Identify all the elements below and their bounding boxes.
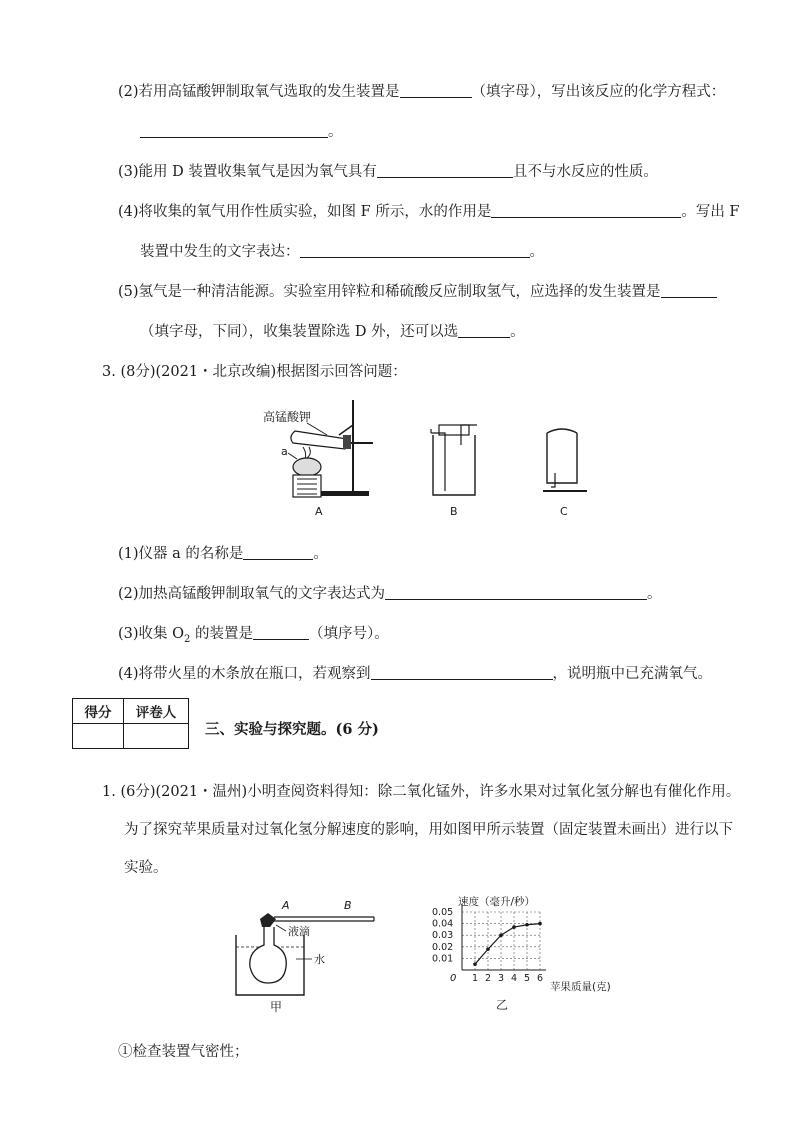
q2-part2: (2)若用高锰酸钾制取氧气选取的发生装置是 （填字母），写出该反应的化学方程式： xyxy=(118,84,726,100)
x-axis-label: 苹果质量(克) xyxy=(550,981,611,993)
s3-q1-line2: 为了探究苹果质量对过氧化氢分解速度的影响，用如图甲所示装置（固定装置未画出）进行以下 xyxy=(124,822,733,838)
x-tick-labels xyxy=(472,973,543,984)
data-point xyxy=(486,947,490,951)
data-point xyxy=(512,925,516,929)
apparatus-a xyxy=(263,400,373,518)
q2-part4: (4)将收集的氧气用作性质实验，如图 F 所示，水的作用是 。写出 F xyxy=(118,204,740,220)
score-header: 得分 xyxy=(73,699,124,724)
q3-apparatus-figure xyxy=(255,395,595,520)
score-table xyxy=(72,698,189,749)
answer-blank[interactable] xyxy=(661,282,717,298)
origin-label: 0 xyxy=(450,973,457,984)
label-c: C xyxy=(560,505,568,518)
y-tick-label: 0.02 xyxy=(432,941,454,953)
drop-label: 液滴 xyxy=(288,925,310,938)
y-tick-labels xyxy=(432,907,453,964)
q3-part1: (1)仪器 a 的名称是 。 xyxy=(118,546,328,562)
s3-q1-line3: 实验。 xyxy=(124,860,168,876)
x-tick-label: 3 xyxy=(498,973,505,984)
answer-blank[interactable] xyxy=(491,202,681,218)
q2-part5-cont: （填字母，下同），收集装置除选 D 外，还可以选 。 xyxy=(140,324,525,340)
answer-blank[interactable] xyxy=(243,544,313,560)
chart-grid xyxy=(462,912,540,970)
grader-cell[interactable] xyxy=(124,724,189,749)
data-point xyxy=(473,962,477,966)
point-a-label: A xyxy=(282,899,290,912)
data-points xyxy=(473,922,542,966)
q3-heading: 3. (8分)(2021・北京改编)根据图示回答问题： xyxy=(102,364,407,380)
figure-jia xyxy=(230,895,380,1015)
answer-blank[interactable] xyxy=(140,122,328,138)
x-tick-label: 1 xyxy=(472,973,479,984)
s3-q1-step1: ①检查装置气密性； xyxy=(118,1044,249,1060)
y-tick-label: 0.03 xyxy=(432,930,454,942)
q3-part2: (2)加热高锰酸钾制取氧气的文字表达式为 。 xyxy=(118,586,662,602)
q3-part4: (4)将带火星的木条放在瓶口，若观察到 ，说明瓶中已充满氧气。 xyxy=(118,666,713,682)
label-b: B xyxy=(450,505,458,518)
q2-part2-equation: 。 xyxy=(140,120,343,141)
answer-blank[interactable] xyxy=(400,82,472,98)
grader-header: 评卷人 xyxy=(124,699,189,724)
q2-part3: (3)能用 D 装置收集氧气是因为氧气具有 且不与水反应的性质。 xyxy=(118,164,658,180)
reagent-label: 高锰酸钾 xyxy=(263,410,312,424)
x-tick-label: 5 xyxy=(524,973,531,984)
answer-blank[interactable] xyxy=(300,242,530,258)
y-tick-label: 0.05 xyxy=(432,907,454,918)
answer-blank[interactable] xyxy=(377,162,513,178)
figure-jia-caption: 甲 xyxy=(270,1000,283,1014)
apparatus-b xyxy=(431,425,477,518)
y-tick-label: 0.04 xyxy=(432,918,454,930)
data-point xyxy=(499,933,503,937)
point-b-label: B xyxy=(344,899,352,912)
data-point xyxy=(538,922,542,926)
label-a: A xyxy=(315,505,323,518)
x-tick-label: 6 xyxy=(537,973,544,984)
x-tick-label: 4 xyxy=(511,973,518,984)
q2-part4-expression: 装置中发生的文字表达： 。 xyxy=(140,244,544,260)
answer-blank[interactable] xyxy=(385,584,647,600)
x-tick-label: 2 xyxy=(485,973,492,984)
water-label: 水 xyxy=(314,953,325,966)
answer-blank[interactable] xyxy=(371,664,553,680)
y-tick-label: 0.01 xyxy=(432,953,454,965)
answer-blank[interactable] xyxy=(253,624,309,640)
figure-yi-caption: 乙 xyxy=(496,998,509,1012)
s3-q1-line1: 1. (6分)(2021・温州)小明查阅资料得知：除二氧化锰外，许多水果对过氧化氢分解也有催化作用。 xyxy=(102,784,741,800)
answer-blank[interactable] xyxy=(458,322,510,338)
section-title: 三、实验与探究题。(6 分) xyxy=(205,721,379,738)
data-point xyxy=(525,923,529,927)
q3-part3: (3)收集 $O_2$ 的装置是 （填序号）。 xyxy=(118,626,389,645)
lamp-label: a xyxy=(281,445,288,458)
apparatus-c xyxy=(543,429,587,518)
q2-part5: (5)氢气是一种清洁能源。实验室用锌粒和稀硫酸反应制取氢气，应选择的发生装置是 xyxy=(118,280,717,301)
score-cell[interactable] xyxy=(73,724,124,749)
figure-yi-chart xyxy=(420,895,640,1015)
chart-title: 速度（毫升/秒） xyxy=(458,896,536,908)
